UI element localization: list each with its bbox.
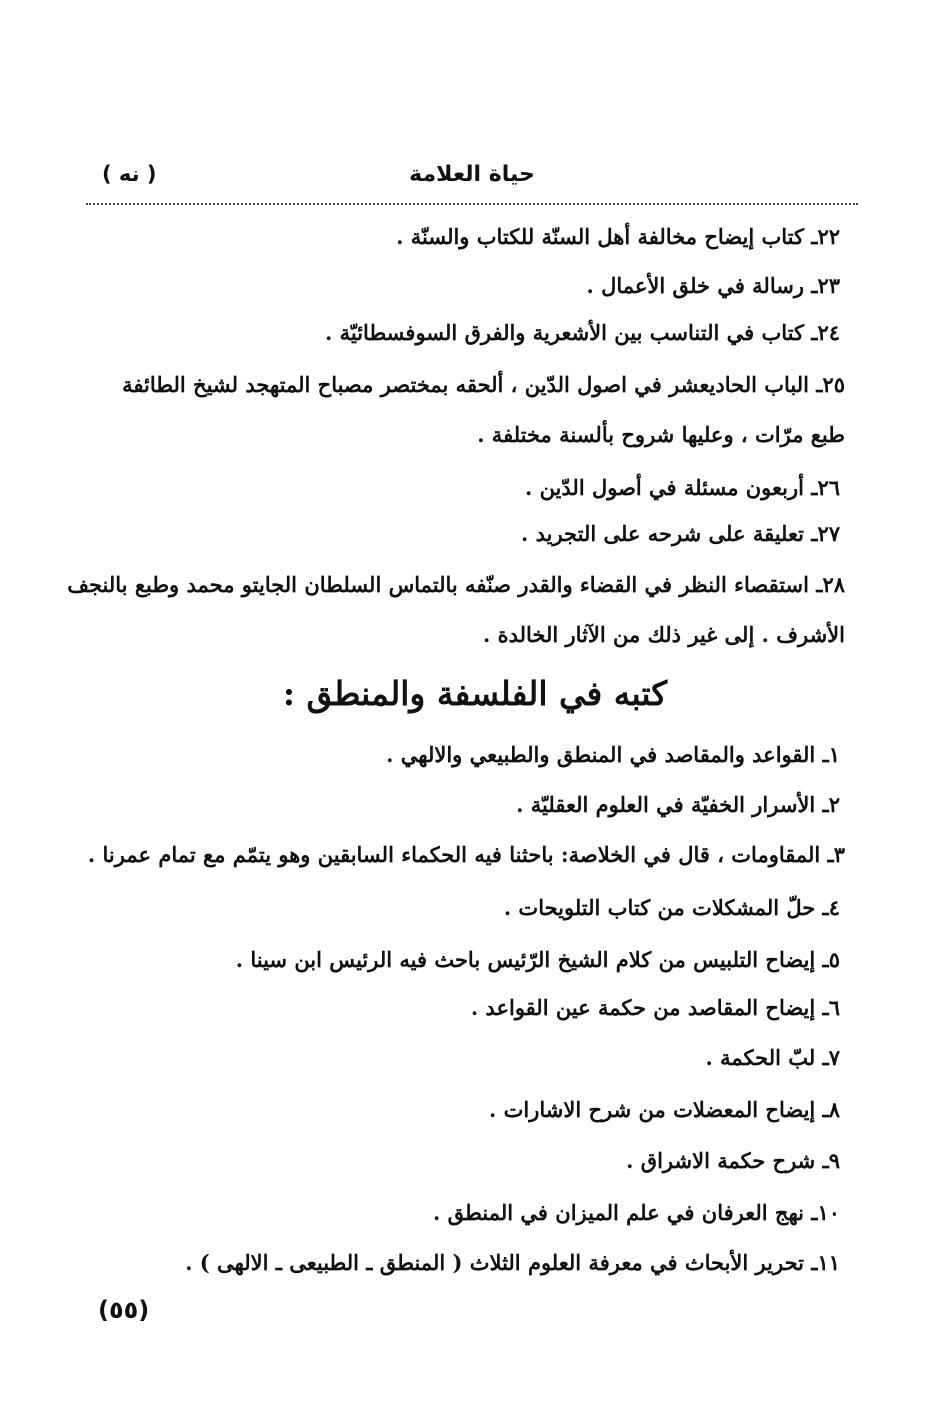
list-item: ٢٣ـ رسالة في خلق الأعمال .: [586, 273, 840, 298]
header-divider: [86, 203, 858, 205]
list-item: ١٠ـ نهج العرفان في علم الميزان في المنطق .: [433, 1200, 840, 1225]
section-heading: كتبه في الفلسفة والمنطق :: [282, 674, 668, 713]
list-item: ٤ـ حلّ المشكلات من كتاب التلويحات .: [503, 895, 840, 920]
list-item-continuation: طبع مرّات ، وعليها شروح بألسنة مختلفة .: [477, 422, 845, 447]
list-item: ١ـ القواعد والمقاصد في المنطق والطبيعي والالهي .: [386, 742, 840, 767]
list-item: ٣ـ المقاومات ، قال في الخلاصة: باحثنا فيه الحكماء السابقين وهو يتمّم مع تمام عمرنا .: [87, 842, 845, 867]
page-marker: ( نه ): [102, 162, 157, 186]
page-number: (٥٥): [98, 1296, 150, 1324]
list-item: ٢٤ـ كتاب في التناسب بين الأشعرية والفرق السوفسطائيّة .: [324, 320, 840, 345]
list-item: ٢٦ـ أربعون مسئلة في أصول الدّين .: [524, 475, 840, 500]
list-item: ٢ـ الأسرار الخفيّة في العلوم العقليّة .: [516, 792, 840, 817]
list-item: ٢٧ـ تعليقة على شرحه على التجريد .: [520, 521, 840, 546]
list-item-continuation: الأشرف . إلى غير ذلك من الآثار الخالدة .: [482, 622, 845, 647]
list-item: ٨ـ إيضاح المعضلات من شرح الاشارات .: [489, 1097, 840, 1122]
list-item: ٥ـ إيضاح التلبيس من كلام الشيخ الرّئيس باحث فيه الرئيس ابن سينا .: [235, 947, 840, 972]
list-item: ٦ـ إيضاح المقاصد من حكمة عين القواعد .: [470, 995, 840, 1020]
list-item: ١١ـ تحرير الأبحاث في معرفة العلوم الثلاث ( المنطق ـ الطبيعى ـ الالهى ) .: [185, 1250, 840, 1275]
list-item: ٢٥ـ الباب الحاديعشر في اصول الدّين ، ألحقه بمختصر مصباح المتهجد لشيخ الطائفة: [122, 372, 845, 397]
list-item: ٢٨ـ استقصاء النظر في القضاء والقدر صنّفه بالتماس السلطان الجايتو محمد وطبع بالنجف: [67, 572, 845, 597]
list-item: ٢٢ـ كتاب إيضاح مخالفة أهل السنّة للكتاب والسنّة .: [396, 224, 840, 249]
list-item: ٧ـ لبّ الحكمة .: [705, 1045, 840, 1070]
running-head: [86, 160, 858, 196]
list-item: ٩ـ شرح حكمة الاشراق .: [626, 1148, 840, 1173]
running-title: حياة العلامة: [409, 162, 535, 187]
